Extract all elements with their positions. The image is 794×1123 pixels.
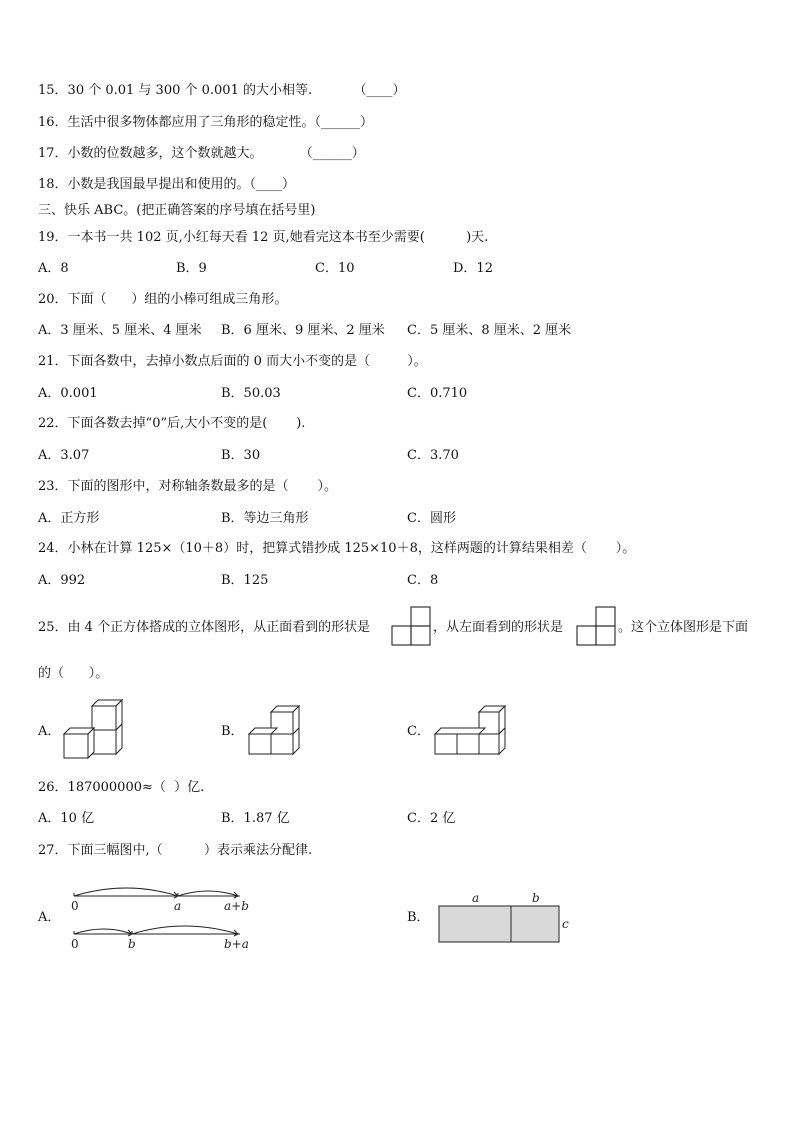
q23-option-a: A．正方形	[38, 511, 100, 526]
q25-cube-figure-b	[247, 704, 303, 756]
q19-option-b: B．9	[176, 261, 207, 276]
number-line-diagram	[68, 878, 268, 952]
question-25-part2: ，从左面看到的形状是	[433, 620, 564, 635]
front-view-figure	[390, 606, 432, 648]
question-27-stem: 27．下面三幅图中,（ ）表示乘法分配律.	[38, 843, 313, 858]
q24-option-a: A．992	[38, 573, 86, 588]
question-15: 15．30 个 0.01 与 300 个 0.001 的大小相等. （____）	[38, 83, 406, 98]
diagram-a-bottom-label-b-plus-a: b+a	[224, 937, 249, 951]
question-20-stem: 20．下面（ ）组的小棒可组成三角形。	[38, 292, 288, 307]
q19-option-c: C．10	[315, 261, 355, 276]
q22-option-b: B．30	[221, 448, 261, 463]
q24-option-c: C．8	[407, 573, 439, 588]
question-16: 16．生活中很多物体都应用了三角形的稳定性。（______）	[38, 115, 374, 130]
q25-option-a: A．	[38, 724, 61, 739]
question-25-part3: 。这个立体图形是下面	[618, 620, 749, 635]
diagram-b-label-c: c	[562, 917, 569, 931]
question-25-line2: 的（ ）。	[38, 666, 109, 681]
rectangle-area-diagram	[436, 888, 576, 948]
q19-option-d: D．12	[453, 261, 493, 276]
diagram-a-bottom-label-b: b	[128, 937, 136, 951]
diagram-b-label-b: b	[532, 891, 540, 905]
diagram-a-bottom-label-0: 0	[71, 937, 79, 951]
q21-option-a: A．0.001	[38, 386, 98, 401]
q26-option-c: C．2 亿	[407, 811, 456, 826]
q20-option-c: C．5 厘米、8 厘米、2 厘米	[407, 323, 572, 338]
q21-option-b: B．50.03	[221, 386, 281, 401]
question-17: 17．小数的位数越多，这个数就越大。 （______）	[38, 146, 365, 161]
q22-option-c: C．3.70	[407, 448, 459, 463]
q23-option-c: C．圆形	[407, 511, 456, 526]
q21-option-c: C．0.710	[407, 386, 468, 401]
q25-option-b: B．	[221, 724, 244, 739]
left-view-figure	[575, 606, 617, 648]
q27-option-a: A．	[38, 910, 61, 925]
question-24-stem: 24．小林在计算 125×（10＋8）时，把算式错抄成 125×10＋8，这样两题的计算结果相差（ ）。	[38, 541, 636, 556]
question-21-stem: 21．下面各数中，去掉小数点后面的 0 而大小不变的是（ ）。	[38, 354, 427, 369]
q24-option-b: B．125	[221, 573, 269, 588]
q26-option-b: B．1.87 亿	[221, 811, 290, 826]
q25-cube-figure-c	[433, 704, 507, 756]
diagram-a-top-label-a-plus-b: a+b	[224, 899, 249, 913]
q23-option-b: B．等边三角形	[221, 511, 309, 526]
q20-option-a: A．3 厘米、5 厘米、4 厘米	[38, 323, 202, 338]
question-19-stem: 19．一本书一共 102 页,小红每天看 12 页,她看完这本书至少需要( )天.	[38, 230, 489, 245]
section-3-heading: 三、快乐 ABC。(把正确答案的序号填在括号里)	[38, 203, 316, 218]
diagram-a-top-label-a: a	[174, 899, 182, 913]
question-26-stem: 26．187000000≈（ ）亿.	[38, 780, 205, 795]
q20-option-b: B．6 厘米、9 厘米、2 厘米	[221, 323, 385, 338]
question-23-stem: 23．下面的图形中，对称轴条数最多的是（ ）。	[38, 479, 337, 494]
question-22-stem: 22．下面各数去掉“0”后,大小不变的是( ).	[38, 416, 306, 431]
diagram-a-top-label-0: 0	[71, 899, 79, 913]
diagram-b-label-a: a	[472, 891, 480, 905]
q26-option-a: A．10 亿	[38, 811, 95, 826]
q25-option-c: C．	[407, 724, 430, 739]
q19-option-a: A．8	[38, 261, 69, 276]
question-25-part1: 25．由 4 个正方体搭成的立体图形，从正面看到的形状是	[38, 620, 371, 635]
q25-cube-figure-a	[62, 698, 128, 760]
q27-option-b: B．	[407, 910, 430, 925]
q22-option-a: A．3.07	[38, 448, 90, 463]
question-18: 18．小数是我国最早提出和使用的。（____）	[38, 177, 296, 192]
